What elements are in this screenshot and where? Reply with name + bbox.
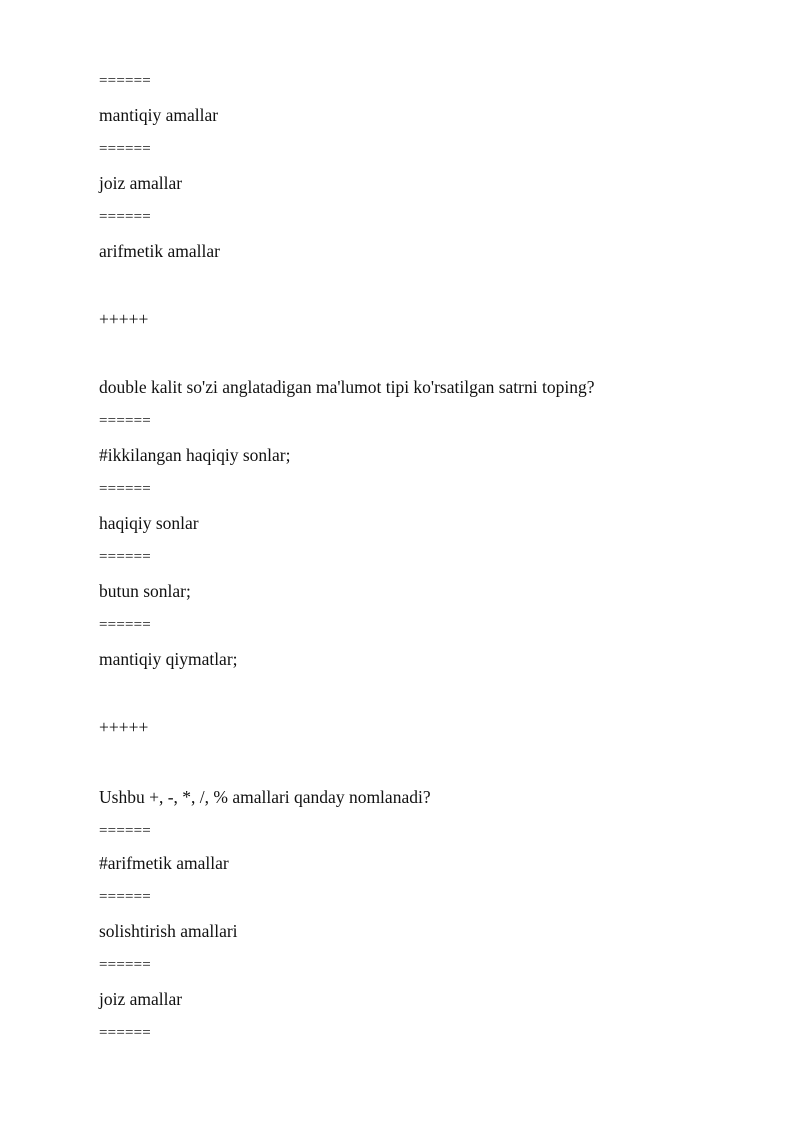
question-separator: +++++: [99, 309, 149, 329]
separator-line: ======: [99, 141, 151, 157]
separator-line: ======: [99, 481, 151, 497]
answer-option: arifmetik amallar: [99, 241, 220, 261]
question-separator: +++++: [99, 717, 149, 737]
answer-option: haqiqiy sonlar: [99, 513, 199, 533]
separator-line: ======: [99, 957, 151, 973]
answer-option: mantiqiy qiymatlar;: [99, 649, 238, 669]
separator-line: ======: [99, 549, 151, 565]
separator-line: ======: [99, 209, 151, 225]
question-text: double kalit so'zi anglatadigan ma'lumot tipi ko'rsatilgan satrni toping?: [99, 377, 595, 397]
separator-line: ======: [99, 1025, 151, 1041]
separator-line: ======: [99, 413, 151, 429]
answer-option: joiz amallar: [99, 989, 183, 1009]
separator-line: ======: [99, 73, 151, 89]
answer-option: joiz amallar: [99, 173, 183, 193]
separator-line: ======: [99, 617, 151, 633]
correct-answer-option: #ikkilangan haqiqiy sonlar;: [99, 445, 291, 465]
answer-option: mantiqiy amallar: [99, 105, 219, 125]
separator-line: ======: [99, 823, 151, 839]
answer-option: butun sonlar;: [99, 581, 191, 601]
question-text: Ushbu +, -, *, /, % amallari qanday nomlanadi?: [99, 787, 431, 807]
separator-line: ======: [99, 889, 151, 905]
correct-answer-option: #arifmetik amallar: [99, 853, 229, 873]
answer-option: solishtirish amallari: [99, 921, 238, 941]
